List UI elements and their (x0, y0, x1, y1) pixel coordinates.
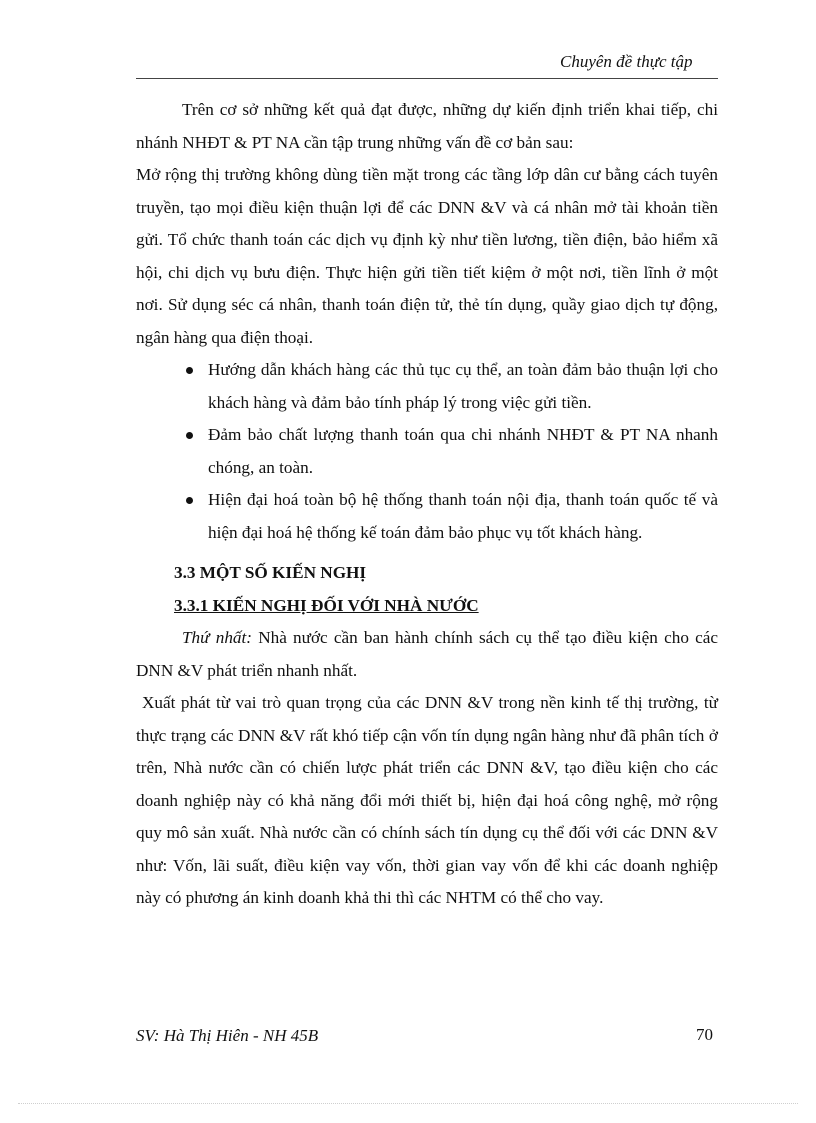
list-item-text: Hiện đại hoá toàn bộ hệ thống thanh toán nội địa, thanh toán quốc tế và hiện đại hoá hệ thống kế toán đảm bảo phục vụ tốt khách hàng. (208, 490, 718, 542)
page-bottom-divider (18, 1103, 798, 1104)
subsection-heading: 3.3.1 KIẾN NGHỊ ĐỐI VỚI NHÀ NƯỚC (174, 595, 479, 615)
bullet-icon (186, 432, 193, 439)
bullet-icon (186, 497, 193, 504)
first-point-paragraph (136, 622, 718, 687)
intro-paragraph: Trên cơ sở những kết quả đạt được, những dự kiến định triển khai tiếp, chi nhánh NHĐT & PT NA cần tập trung những vấn đề cơ bản sau: (136, 100, 718, 152)
list-item (136, 484, 718, 549)
page-number: 70 (696, 1025, 713, 1044)
first-point-label: Thứ nhất: (182, 628, 253, 647)
running-header: Chuyên đề thực tập (560, 52, 693, 71)
list-item (136, 419, 718, 484)
market-paragraph: Mở rộng thị trường không dùng tiền mặt trong các tầng lớp dân cư bằng cách tuyên truyền, tạo mọi điều kiện thuận lợi để các DNN &V và cá nhân mở tài khoản tiền gửi. Tổ chức thanh toán các dịch vụ định kỳ như tiền lương, tiền điện, bảo hiểm xã hội, chi dịch vụ bưu điện. Thực hiện gửi tiền tiết kiệm ở một nơi, tiền lĩnh ở một nơi. Sử dụng séc cá nhân, thanh toán điện tử, thẻ tín dụng, quầy giao dịch tự động, ngân hàng qua điện thoại. (136, 165, 718, 347)
header-rule (136, 78, 718, 79)
page-body (136, 94, 718, 915)
bullet-list (136, 354, 718, 549)
bullet-icon (186, 367, 193, 374)
list-item-text: Hướng dẫn khách hàng các thủ tục cụ thể, an toàn đảm bảo thuận lợi cho khách hàng và đảm bảo tính pháp lý trong việc gửi tiền. (208, 360, 718, 412)
list-item-text: Đảm bảo chất lượng thanh toán qua chi nhánh NHĐT & PT NA nhanh chóng, an toàn. (208, 425, 718, 477)
section-heading: 3.3 MỘT SỐ KIẾN NGHỊ (174, 563, 367, 582)
policy-paragraph: Xuất phát từ vai trò quan trọng của các DNN &V trong nền kinh tế thị trường, từ thực trạng các DNN &V rất khó tiếp cận vốn tín dụng ngân hàng như đã phân tích ở trên, Nhà nước cần có chiến lược phát triển các DNN &V, tạo điều kiện cho các doanh nghiệp này có khả năng đổi mới thiết bị, hiện đại hoá công nghệ, mở rộng quy mô sản xuất. Nhà nước cần có chính sách tín dụng cụ thể đối với các DNN &V như: Vốn, lãi suất, điều kiện vay vốn, thời gian vay vốn để khi các doanh nghiệp này có phương án kinh doanh khả thi thì các NHTM có thể cho vay. (136, 693, 718, 907)
footer-author: SV: Hà Thị Hiên - NH 45B (136, 1026, 319, 1045)
first-point-text: Nhà nước cần ban hành chính sách cụ thể tạo điều kiện cho các DNN &V phát triển nhanh nhất. (136, 628, 718, 680)
list-item (136, 354, 718, 419)
